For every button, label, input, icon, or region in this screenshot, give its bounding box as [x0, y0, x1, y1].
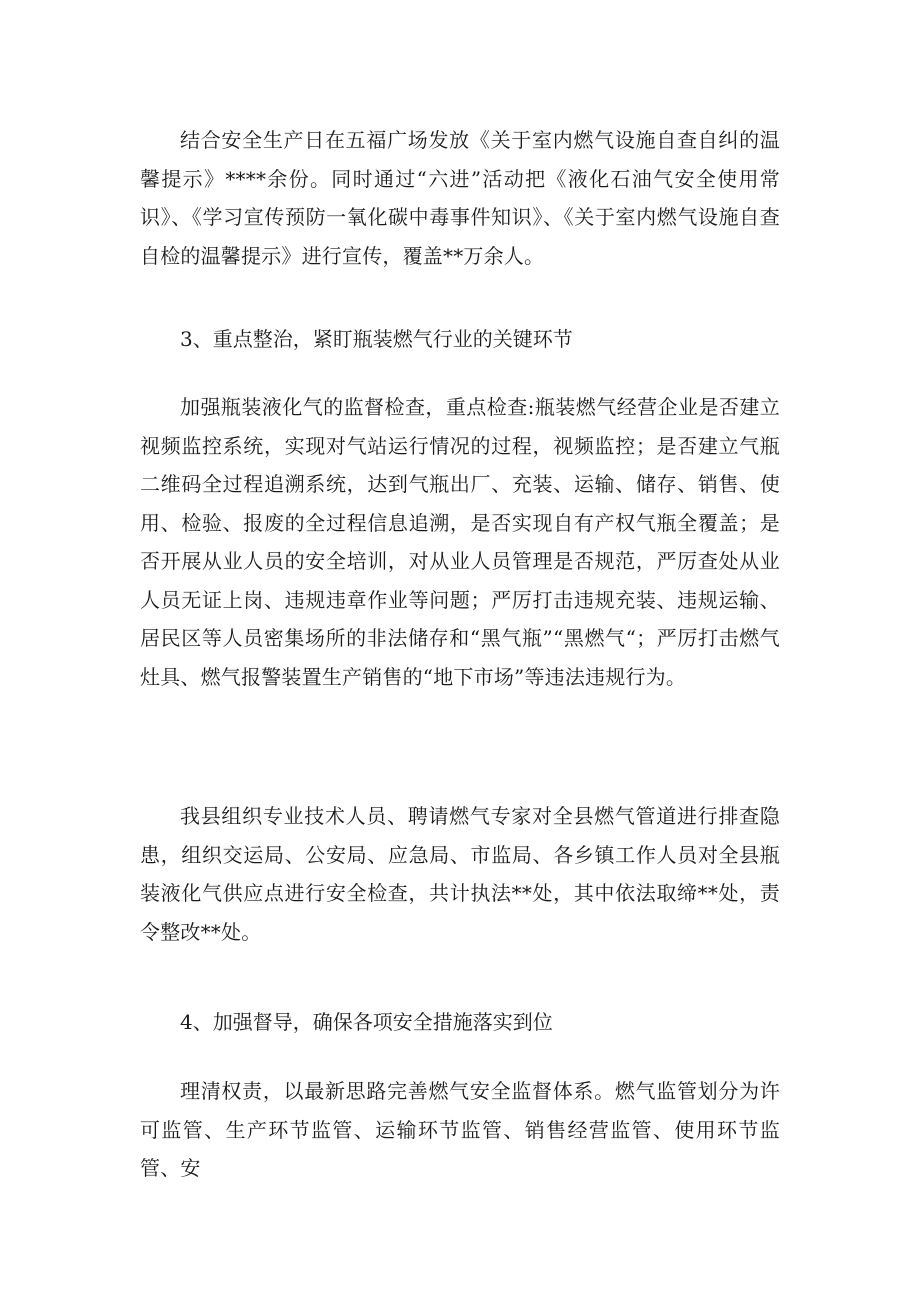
body-paragraph-inspection: 加强瓶装液化气的监督检查，重点检查:瓶装燃气经营企业是否建立视频监控系统，实现对气站运行情况的过程，视频监控；是否建立气瓶二维码全过程追溯系统，达到气瓶出厂、充装、运输、储存、销售、使用、检验、报废的全过程信息追溯，是否实现自有产权气瓶全覆盖；是否开展从业人员的安全培训，对从业人员管理是否规范，严厉查处从业人员无证上岗、违规违章作业等问题；严厉打击违规充装、违规运输、居民区等人员密集场所的非法储存和“黑气瓶”“黑燃气“；严厉打击燃气灶具、燃气报警装置生产销售的“地下市场”等违法违规行为。 — [140, 395, 780, 689]
body-paragraph-publicity: 结合安全生产日在五福广场发放《关于室内燃气设施自查自纠的温馨提示》****余份。同时通过“六进”活动把《液化石油气安全使用常识》、《学习宣传预防一氧化碳中毒事件知识》、《关于室内燃气设施自查自检的温馨提示》进行宣传，覆盖**万余人。 — [140, 128, 780, 268]
body-paragraph-supervision: 理清权责，以最新思路完善燃气安全监督体系。燃气监管划分为许可监管、生产环节监管、运输环节监管、销售经营监管、使用环节监管、安 — [140, 1079, 780, 1180]
section-heading-3: 3、重点整治，紧盯瓶装燃气行业的关键环节 — [180, 327, 573, 351]
section-heading-4: 4、加强督导，确保各项安全措施落实到位 — [180, 1010, 553, 1034]
body-paragraph-enforcement: 我县组织专业技术人员、聘请燃气专家对全县燃气管道进行排查隐患，组织交运局、公安局、应急局、市监局、各乡镇工作人员对全县瓶装液化气供应点进行安全检查，共计执法**处，其中依法取缔**处，责令整改**处。 — [140, 804, 780, 944]
